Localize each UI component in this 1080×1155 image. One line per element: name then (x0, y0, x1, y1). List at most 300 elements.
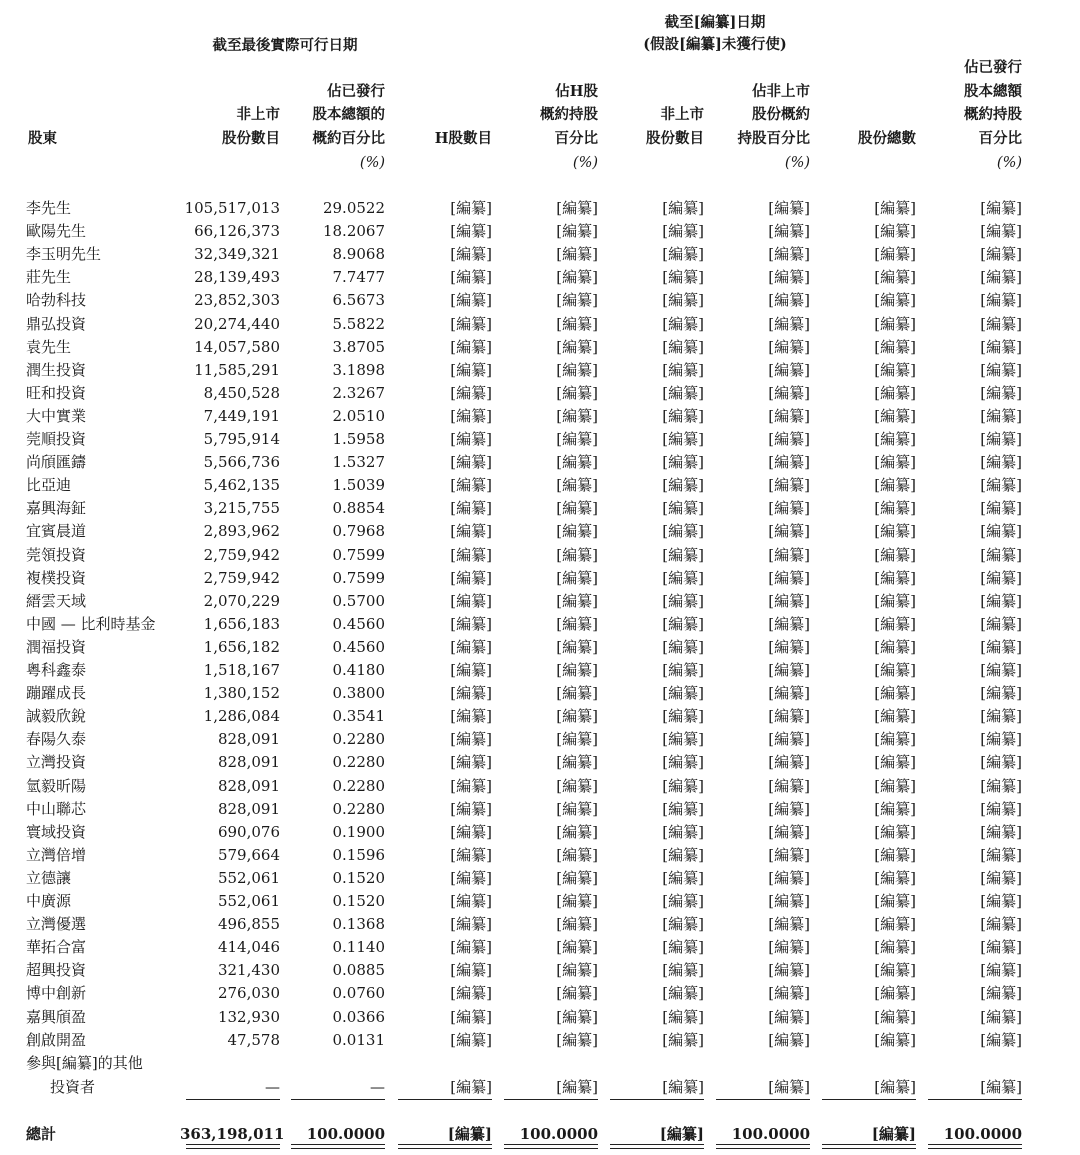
subtotal-rule (504, 1099, 598, 1100)
unlisted-shares: 579,664 (217, 846, 280, 864)
approx-pct: 5.5822 (332, 315, 385, 333)
redacted-cell: [編纂] (450, 199, 492, 217)
redacted-cell: [編纂] (768, 245, 810, 263)
redacted-cell: [編纂] (874, 753, 916, 771)
redacted-cell: [編纂] (556, 546, 598, 564)
total-row-pct: 100.0000 (306, 1125, 385, 1143)
redacted-cell: [編纂] (450, 315, 492, 333)
shareholder-name: 立德讓 (26, 869, 72, 887)
others-row-label-l2: 投資者 (50, 1078, 96, 1096)
redacted-cell: [編纂] (556, 1008, 598, 1026)
col-header-h-pct-l1: 佔H股 (555, 83, 598, 100)
redacted-cell: [編纂] (450, 892, 492, 910)
redacted-cell: [編纂] (556, 592, 598, 610)
redacted-cell: [編纂] (980, 730, 1022, 748)
approx-pct: 0.2280 (332, 777, 385, 795)
col-header-unlisted-shares-l2: 股份數目 (222, 130, 280, 147)
redacted-cell: [編纂] (662, 499, 704, 517)
redacted-cell: [編纂] (662, 592, 704, 610)
redacted-cell: [編纂] (980, 499, 1022, 517)
approx-pct: 0.0131 (332, 1031, 385, 1049)
redacted-cell: [編纂] (450, 430, 492, 448)
redacted-cell: [編纂] (450, 615, 492, 633)
redacted-cell: [編纂] (874, 823, 916, 841)
redacted-cell: [編纂] (556, 684, 598, 702)
redacted-cell: [編纂] (450, 869, 492, 887)
redacted-cell: [編纂] (556, 753, 598, 771)
redacted-cell: [編纂] (980, 453, 1022, 471)
redacted-cell: [編纂] (980, 199, 1022, 217)
redacted-cell: [編纂] (874, 938, 916, 956)
redacted-cell: [編纂] (980, 245, 1022, 263)
redacted-cell: [編纂] (450, 661, 492, 679)
redacted-cell: [編纂] (450, 569, 492, 587)
others-row-shares: — (265, 1078, 280, 1096)
redacted-cell: [編纂] (556, 638, 598, 656)
redacted-cell: [編纂] (874, 1031, 916, 1049)
redacted-cell: [編纂] (874, 199, 916, 217)
redacted-cell: [編纂] (556, 823, 598, 841)
col-header-unlisted-after-l2: 股份數目 (646, 130, 704, 147)
redacted-cell: [編纂] (556, 938, 598, 956)
shareholder-name: 蹦躍成長 (26, 684, 87, 702)
redacted-cell: [編纂] (768, 730, 810, 748)
redacted-cell: [編纂] (662, 846, 704, 864)
redacted-cell: [編纂] (662, 476, 704, 494)
redacted-cell: [編纂] (980, 222, 1022, 240)
redacted-cell: [編纂] (980, 1031, 1022, 1049)
approx-pct: 0.0885 (332, 961, 385, 979)
redacted-cell: [編纂] (768, 522, 810, 540)
redacted-cell: [編纂] (662, 984, 704, 1002)
total-row-h-shares: [編纂] (447, 1125, 492, 1143)
redacted-cell: [編纂] (450, 453, 492, 471)
approx-pct: 0.7599 (332, 569, 385, 587)
approx-pct: 29.0522 (322, 199, 385, 217)
redacted-cell: [編纂] (768, 684, 810, 702)
redacted-cell: [編纂] (556, 453, 598, 471)
approx-pct: 0.1520 (332, 892, 385, 910)
group-header-assumption: (假設[編纂]未獲行使) (643, 36, 787, 53)
redacted-cell: [編纂] (768, 777, 810, 795)
redacted-cell: [編纂] (768, 800, 810, 818)
redacted-cell: [編纂] (874, 684, 916, 702)
shareholder-name: 立灣倍增 (26, 846, 87, 864)
col-header-shareholder: 股東 (28, 130, 57, 147)
redacted-cell: [編纂] (662, 453, 704, 471)
redacted-cell: [編纂] (556, 522, 598, 540)
redacted-cell: [編纂] (662, 961, 704, 979)
unlisted-shares: 23,852,303 (194, 291, 280, 309)
shareholder-name: 莞領投資 (26, 546, 87, 564)
redacted-cell: [編纂] (662, 684, 704, 702)
redacted-cell: [編纂] (556, 361, 598, 379)
redacted-cell: [編纂] (768, 453, 810, 471)
redacted-cell: [編纂] (874, 869, 916, 887)
approx-pct: 3.1898 (332, 361, 385, 379)
redacted-cell: [編纂] (450, 1008, 492, 1026)
redacted-cell: [編纂] (662, 615, 704, 633)
redacted-cell: [編纂] (450, 384, 492, 402)
redacted-cell: [編纂] (450, 522, 492, 540)
redacted-cell: [編纂] (556, 730, 598, 748)
others-row-pct: — (370, 1078, 385, 1096)
unlisted-shares: 47,578 (227, 1031, 280, 1049)
col-header-unlisted-shares-l1: 非上市 (236, 106, 280, 123)
redacted-cell: [編纂] (874, 638, 916, 656)
redacted-cell: [編纂] (662, 407, 704, 425)
approx-pct: 0.4560 (332, 638, 385, 656)
redacted-cell: [編纂] (980, 938, 1022, 956)
unlisted-shares: 66,126,373 (194, 222, 280, 240)
redacted-cell: [編纂] (980, 476, 1022, 494)
redacted-cell: [編纂] (450, 800, 492, 818)
redacted-cell: [編纂] (662, 199, 704, 217)
redacted-cell: [編纂] (662, 384, 704, 402)
redacted-cell: [編纂] (556, 915, 598, 933)
approx-pct: 7.7477 (332, 268, 385, 286)
redacted-cell: [編纂] (450, 592, 492, 610)
redacted-cell: [編纂] (874, 569, 916, 587)
redacted-cell: [編纂] (450, 684, 492, 702)
total-row-unlisted-after: [編纂] (659, 1125, 704, 1143)
col-header-unlisted-pct-after-l3: 持股百分比 (737, 130, 810, 147)
total-double-rule (716, 1144, 810, 1149)
shareholder-name: 歐陽先生 (26, 222, 87, 240)
redacted-cell: [編纂] (662, 892, 704, 910)
redacted-cell: [編纂] (768, 938, 810, 956)
approx-pct: 0.2280 (332, 800, 385, 818)
unlisted-shares: 2,893,962 (203, 522, 280, 540)
unlisted-shares: 1,286,084 (203, 707, 280, 725)
approx-pct: 0.7599 (332, 546, 385, 564)
redacted-cell: [編纂] (662, 1008, 704, 1026)
redacted-cell: [編纂] (980, 684, 1022, 702)
redacted-cell: [編纂] (980, 291, 1022, 309)
shareholder-name: 華拓合富 (26, 938, 87, 956)
unlisted-shares: 828,091 (217, 800, 280, 818)
redacted-cell: [編纂] (662, 222, 704, 240)
approx-pct: 2.3267 (332, 384, 385, 402)
approx-pct: 0.4180 (332, 661, 385, 679)
approx-pct: 0.1900 (332, 823, 385, 841)
shareholder-name: 哈勃科技 (26, 291, 87, 309)
redacted-cell: [編纂] (662, 268, 704, 286)
col-header-approx-pct-l1: 佔已發行 (327, 83, 385, 100)
redacted-cell: [編纂] (556, 984, 598, 1002)
approx-pct: 1.5327 (332, 453, 385, 471)
redacted-cell: [編纂] (980, 569, 1022, 587)
redacted-cell: [編纂] (556, 777, 598, 795)
redacted-cell: [編纂] (768, 1031, 810, 1049)
shareholder-name: 立灣優選 (26, 915, 87, 933)
redacted-cell: [編纂] (874, 915, 916, 933)
redacted-cell: [編纂] (556, 222, 598, 240)
redacted-cell: [編纂] (874, 661, 916, 679)
shareholder-name: 潤生投資 (26, 361, 87, 379)
redacted-cell: [編纂] (450, 476, 492, 494)
shareholder-name: 尚頎匯鑄 (26, 453, 87, 471)
redacted-cell: [編纂] (768, 846, 810, 864)
subtotal-rule (716, 1099, 810, 1100)
unlisted-shares: 828,091 (217, 753, 280, 771)
unlisted-shares: 132,930 (217, 1008, 280, 1026)
shareholder-name: 中山聯芯 (26, 800, 87, 818)
redacted-cell: [編纂] (768, 546, 810, 564)
col-header-total-pct-l2: 股本總額 (964, 83, 1022, 100)
redacted-cell: [編纂] (874, 961, 916, 979)
approx-pct: 0.2280 (332, 730, 385, 748)
redacted-cell: [編纂] (980, 915, 1022, 933)
subtotal-rule (186, 1099, 280, 1100)
redacted-cell: [編纂] (662, 938, 704, 956)
shareholder-name: 超興投資 (26, 961, 87, 979)
redacted-cell: [編纂] (768, 892, 810, 910)
redacted-cell: [編纂] (768, 476, 810, 494)
redacted-cell: [編纂] (450, 846, 492, 864)
redacted-cell: [編纂] (556, 430, 598, 448)
redacted-cell: [編纂] (980, 984, 1022, 1002)
redacted-cell: [編纂] (662, 361, 704, 379)
approx-pct: 6.5673 (332, 291, 385, 309)
redacted-cell: [編纂] (450, 546, 492, 564)
redacted-cell: [編纂] (874, 453, 916, 471)
subtotal-rule (822, 1099, 916, 1100)
col-header-unlisted-pct-after-unit: (%) (784, 155, 810, 171)
redacted-cell: [編纂] (768, 569, 810, 587)
redacted-cell: [編纂] (768, 984, 810, 1002)
unlisted-shares: 32,349,321 (194, 245, 280, 263)
redacted-cell: [編纂] (980, 846, 1022, 864)
shareholder-name: 李玉明先生 (26, 245, 102, 263)
redacted-cell: [編纂] (556, 961, 598, 979)
approx-pct: 0.1140 (332, 938, 385, 956)
total-double-rule (291, 1144, 385, 1149)
redacted-cell: [編纂] (874, 800, 916, 818)
redacted-cell: [編纂] (874, 615, 916, 633)
col-header-h-pct-l2: 概約持股 (540, 106, 598, 123)
redacted-cell: [編纂] (450, 915, 492, 933)
redacted-cell: [編纂] (980, 315, 1022, 333)
redacted-cell: [編纂] (556, 869, 598, 887)
approx-pct: 8.9068 (332, 245, 385, 263)
col-header-approx-pct-l2: 股本總額的 (312, 106, 385, 123)
redacted-cell: [編纂] (556, 846, 598, 864)
unlisted-shares: 1,518,167 (203, 661, 280, 679)
redacted-cell: [編纂] (980, 707, 1022, 725)
redacted-cell: [編纂] (556, 245, 598, 263)
redacted-cell: [編纂] (980, 592, 1022, 610)
redacted-cell: [編纂] (662, 661, 704, 679)
redacted-cell: [編纂] (874, 407, 916, 425)
redacted-cell: [編纂] (874, 892, 916, 910)
approx-pct: 0.8854 (332, 499, 385, 517)
shareholder-name: 立灣投資 (26, 753, 87, 771)
shareholder-name: 縉雲天域 (26, 592, 87, 610)
redacted-cell: [編纂] (662, 753, 704, 771)
redacted-cell: [編纂] (556, 407, 598, 425)
col-header-h-shares: H股數目 (434, 130, 492, 147)
redacted-cell: [編纂] (450, 268, 492, 286)
approx-pct: 0.3541 (332, 707, 385, 725)
unlisted-shares: 2,070,229 (203, 592, 280, 610)
redacted-cell: [編纂] (874, 268, 916, 286)
unlisted-shares: 690,076 (217, 823, 280, 841)
redacted-cell: [編纂] (662, 569, 704, 587)
redacted-cell: [編纂] (874, 592, 916, 610)
redacted-cell: [編纂] (768, 661, 810, 679)
redacted-cell: [編纂] (556, 892, 598, 910)
redacted-cell: [編纂] (874, 707, 916, 725)
redacted-cell: [編纂] (768, 199, 810, 217)
redacted-cell: [編纂] (874, 522, 916, 540)
redacted-cell: [編纂] (980, 1078, 1022, 1096)
shareholder-name: 嘉興海鉦 (26, 499, 87, 517)
shareholder-name: 中國 — 比利時基金 (26, 615, 156, 633)
group-header-as-at-date: 截至[編纂]日期 (664, 14, 766, 31)
shareholder-name: 比亞迪 (26, 476, 72, 494)
redacted-cell: [編纂] (874, 846, 916, 864)
redacted-cell: [編纂] (556, 1078, 598, 1096)
redacted-cell: [編纂] (874, 430, 916, 448)
redacted-cell: [編纂] (980, 268, 1022, 286)
redacted-cell: [編纂] (980, 361, 1022, 379)
shareholder-name: 嘉興頎盈 (26, 1008, 87, 1026)
redacted-cell: [編纂] (980, 777, 1022, 795)
shareholder-name: 博中創新 (26, 984, 87, 1002)
redacted-cell: [編纂] (980, 753, 1022, 771)
redacted-cell: [編纂] (556, 569, 598, 587)
unlisted-shares: 8,450,528 (203, 384, 280, 402)
unlisted-shares: 552,061 (217, 892, 280, 910)
redacted-cell: [編纂] (450, 707, 492, 725)
redacted-cell: [編纂] (662, 291, 704, 309)
unlisted-shares: 105,517,013 (184, 199, 280, 217)
redacted-cell: [編纂] (450, 823, 492, 841)
redacted-cell: [編纂] (768, 869, 810, 887)
redacted-cell: [編纂] (768, 315, 810, 333)
redacted-cell: [編纂] (768, 1008, 810, 1026)
redacted-cell: [編纂] (556, 661, 598, 679)
shareholder-name: 大中實業 (26, 407, 87, 425)
total-double-rule (398, 1144, 492, 1149)
redacted-cell: [編纂] (556, 199, 598, 217)
shareholder-name: 袁先生 (26, 338, 72, 356)
redacted-cell: [編纂] (450, 338, 492, 356)
redacted-cell: [編纂] (874, 1008, 916, 1026)
redacted-cell: [編纂] (556, 338, 598, 356)
approx-pct: 0.4560 (332, 615, 385, 633)
redacted-cell: [編纂] (662, 315, 704, 333)
approx-pct: 2.0510 (332, 407, 385, 425)
redacted-cell: [編纂] (768, 592, 810, 610)
unlisted-shares: 7,449,191 (203, 407, 280, 425)
redacted-cell: [編纂] (980, 638, 1022, 656)
redacted-cell: [編纂] (768, 291, 810, 309)
col-header-unlisted-pct-after-l1: 佔非上市 (752, 83, 810, 100)
shareholder-name: 潤福投資 (26, 638, 87, 656)
unlisted-shares: 828,091 (217, 730, 280, 748)
shareholder-name: 中廣源 (26, 892, 72, 910)
redacted-cell: [編纂] (980, 430, 1022, 448)
redacted-cell: [編纂] (662, 730, 704, 748)
redacted-cell: [編纂] (556, 1031, 598, 1049)
unlisted-shares: 28,139,493 (194, 268, 280, 286)
redacted-cell: [編纂] (980, 892, 1022, 910)
redacted-cell: [編纂] (980, 407, 1022, 425)
col-header-unlisted-pct-after-l2: 股份概約 (752, 106, 810, 123)
total-row-total-shares: [編纂] (871, 1125, 916, 1143)
unlisted-shares: 828,091 (217, 777, 280, 795)
shareholder-name: 莊先生 (26, 268, 72, 286)
total-row-h-pct: 100.0000 (519, 1125, 598, 1143)
total-double-rule (822, 1144, 916, 1149)
redacted-cell: [編纂] (768, 384, 810, 402)
redacted-cell: [編纂] (450, 938, 492, 956)
redacted-cell: [編纂] (450, 361, 492, 379)
redacted-cell: [編纂] (768, 961, 810, 979)
redacted-cell: [編纂] (980, 1008, 1022, 1026)
redacted-cell: [編纂] (662, 522, 704, 540)
total-row-shares: 363,198,011 (180, 1125, 285, 1143)
redacted-cell: [編纂] (450, 961, 492, 979)
redacted-cell: [編纂] (556, 315, 598, 333)
shareholder-name: 旺和投資 (26, 384, 87, 402)
shareholder-name: 創啟開盈 (26, 1031, 87, 1049)
redacted-cell: [編纂] (662, 245, 704, 263)
redacted-cell: [編纂] (768, 615, 810, 633)
redacted-cell: [編纂] (450, 1078, 492, 1096)
redacted-cell: [編纂] (450, 777, 492, 795)
redacted-cell: [編纂] (874, 222, 916, 240)
group-header-latest-practicable-date: 截至最後實際可行日期 (212, 37, 358, 54)
redacted-cell: [編纂] (450, 730, 492, 748)
redacted-cell: [編纂] (874, 1078, 916, 1096)
redacted-cell: [編纂] (874, 499, 916, 517)
col-header-total-pct-unit: (%) (996, 155, 1022, 171)
shareholder-name: 寰域投資 (26, 823, 87, 841)
redacted-cell: [編纂] (450, 291, 492, 309)
total-double-rule (504, 1144, 598, 1149)
col-header-total-shares: 股份總數 (858, 130, 916, 147)
redacted-cell: [編纂] (662, 1031, 704, 1049)
total-row-label: 總計 (26, 1125, 57, 1143)
unlisted-shares: 3,215,755 (203, 499, 280, 517)
total-double-rule (610, 1144, 704, 1149)
shareholder-name: 誠毅欣銳 (26, 707, 87, 725)
redacted-cell: [編纂] (768, 753, 810, 771)
unlisted-shares: 1,380,152 (203, 684, 280, 702)
unlisted-shares: 552,061 (217, 869, 280, 887)
redacted-cell: [編纂] (980, 338, 1022, 356)
redacted-cell: [編纂] (874, 315, 916, 333)
redacted-cell: [編纂] (874, 338, 916, 356)
redacted-cell: [編纂] (556, 384, 598, 402)
redacted-cell: [編纂] (662, 777, 704, 795)
unlisted-shares: 2,759,942 (203, 546, 280, 564)
redacted-cell: [編纂] (980, 384, 1022, 402)
total-row-unlisted-pct-after: 100.0000 (731, 1125, 810, 1143)
subtotal-rule (398, 1099, 492, 1100)
unlisted-shares: 496,855 (217, 915, 280, 933)
approx-pct: 0.0760 (332, 984, 385, 1002)
others-row-label-l1: 參與[編纂]的其他 (26, 1054, 143, 1072)
unlisted-shares: 5,795,914 (203, 430, 280, 448)
redacted-cell: [編纂] (768, 268, 810, 286)
unlisted-shares: 276,030 (217, 984, 280, 1002)
redacted-cell: [編纂] (874, 245, 916, 263)
redacted-cell: [編纂] (768, 499, 810, 517)
